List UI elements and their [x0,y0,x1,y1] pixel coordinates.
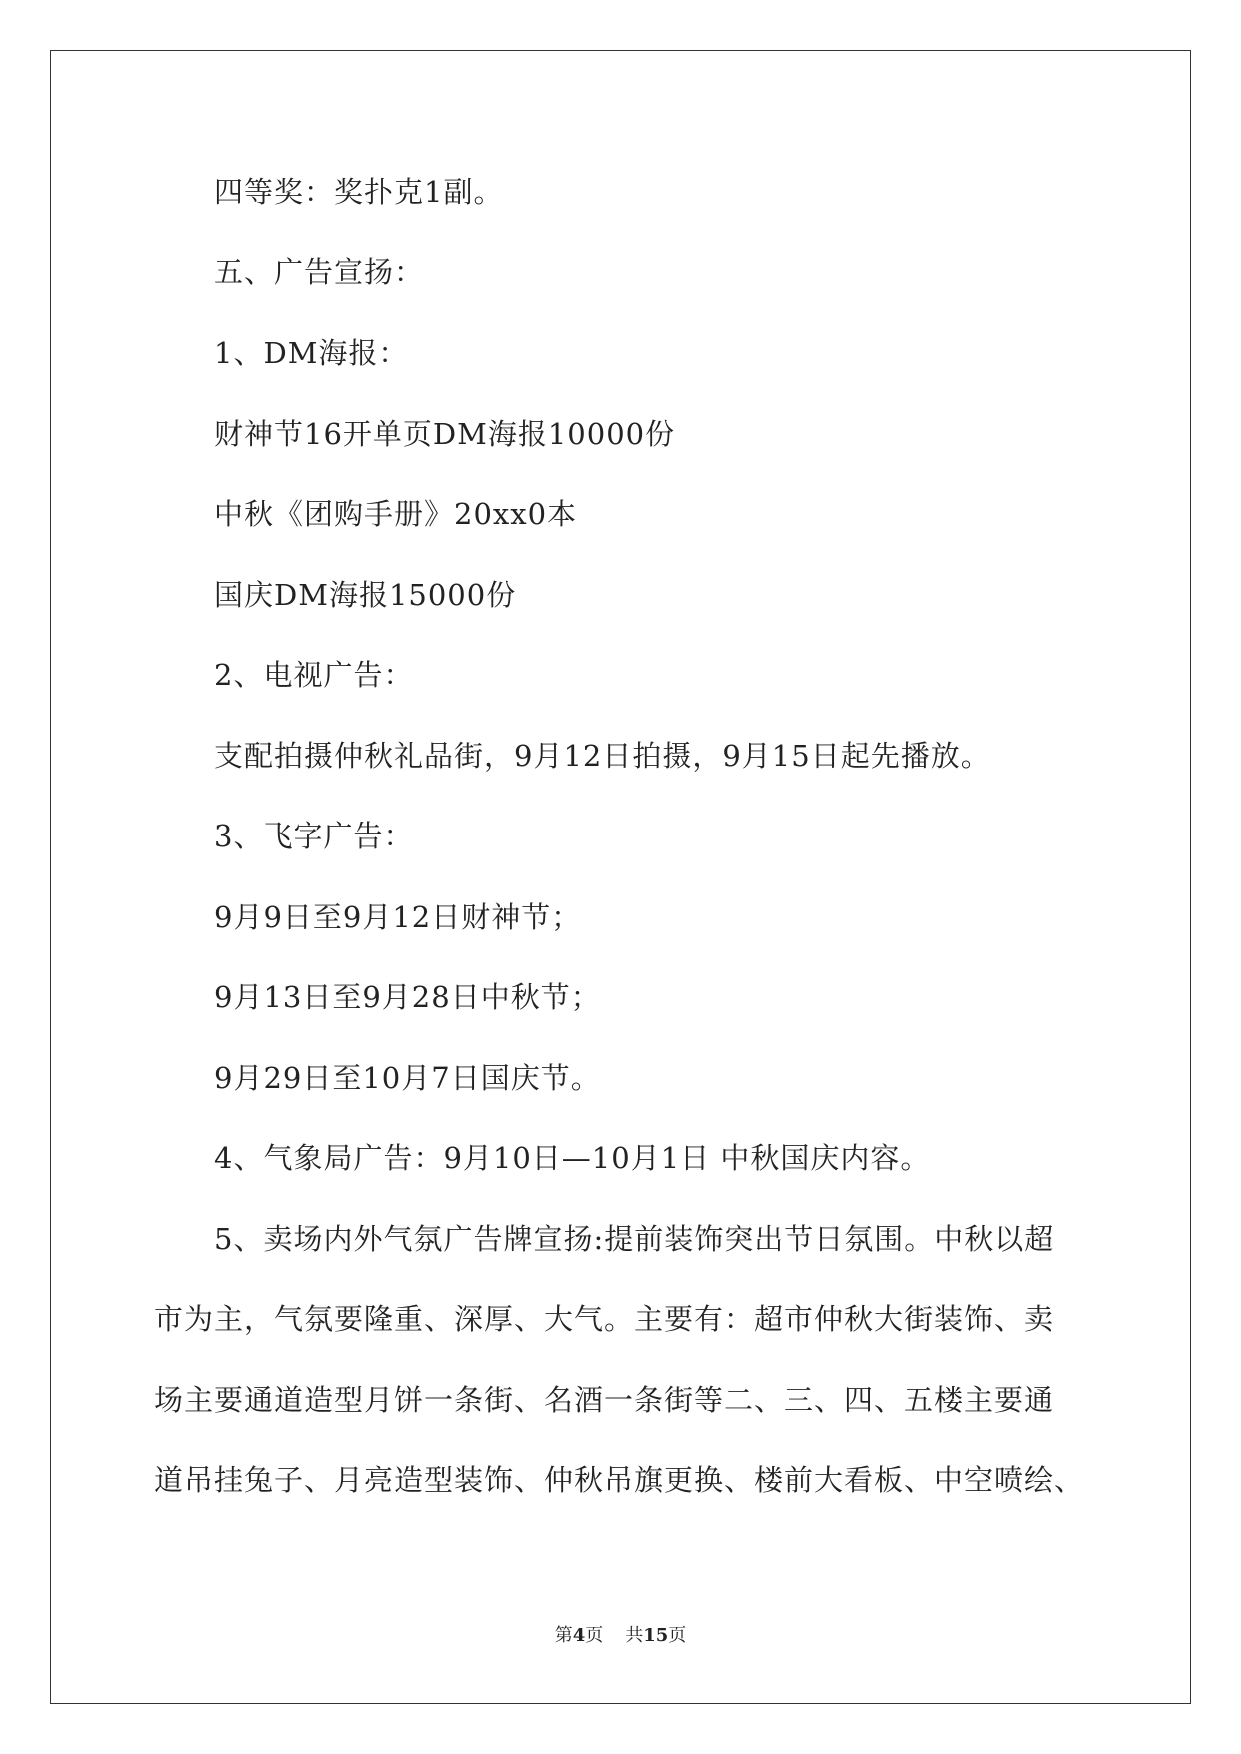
paragraph-line: 道吊挂兔子、月亮造型装饰、仲秋吊旗更换、楼前大看板、中空喷绘、 [154,1463,1085,1497]
text-line: 财神节16开单页DM海报10000份 [214,417,676,451]
page-number-prefix: 第 [554,1625,573,1646]
text-line: 四等奖：奖扑克1副。 [214,175,504,209]
text-line: 国庆DM海报15000份 [214,578,517,612]
subsection-heading: 1、DM海报： [214,336,409,370]
subsection-heading: 2、电视广告： [214,658,414,692]
text-line: 4、气象局广告：9月10日—10月1日 中秋国庆内容。 [214,1141,931,1175]
text-line: 支配拍摄仲秋礼品街，9月12日拍摄，9月15日起先播放。 [214,739,991,773]
paragraph-line: 市为主，气氛要隆重、深厚、大气。主要有：超市仲秋大街装饰、卖 [154,1302,1055,1336]
page-number-current: 4 [572,1625,586,1646]
section-heading: 五、广告宣扬： [214,255,425,289]
text-line: 9月13日至9月28日中秋节； [214,980,601,1014]
page-number-unit: 页 [585,1625,604,1646]
page-footer [0,1627,1241,1645]
page-number-total: 15 [643,1625,669,1646]
page-total-unit: 页 [668,1625,687,1646]
subsection-heading: 3、飞字广告： [214,819,414,853]
paragraph-line: 5、卖场内外气氛广告牌宣扬:提前装饰突出节日氛围。中秋以超 [214,1222,1055,1256]
page-border [50,50,1191,1704]
text-line: 9月29日至10月7日国庆节。 [214,1061,601,1095]
page-total-prefix: 共 [625,1625,644,1646]
paragraph-line: 场主要通道造型月饼一条街、名酒一条街等二、三、四、五楼主要通 [154,1383,1055,1417]
text-line: 9月9日至9月12日财神节； [214,900,582,934]
text-line: 中秋《团购手册》20xx0本 [214,497,578,531]
